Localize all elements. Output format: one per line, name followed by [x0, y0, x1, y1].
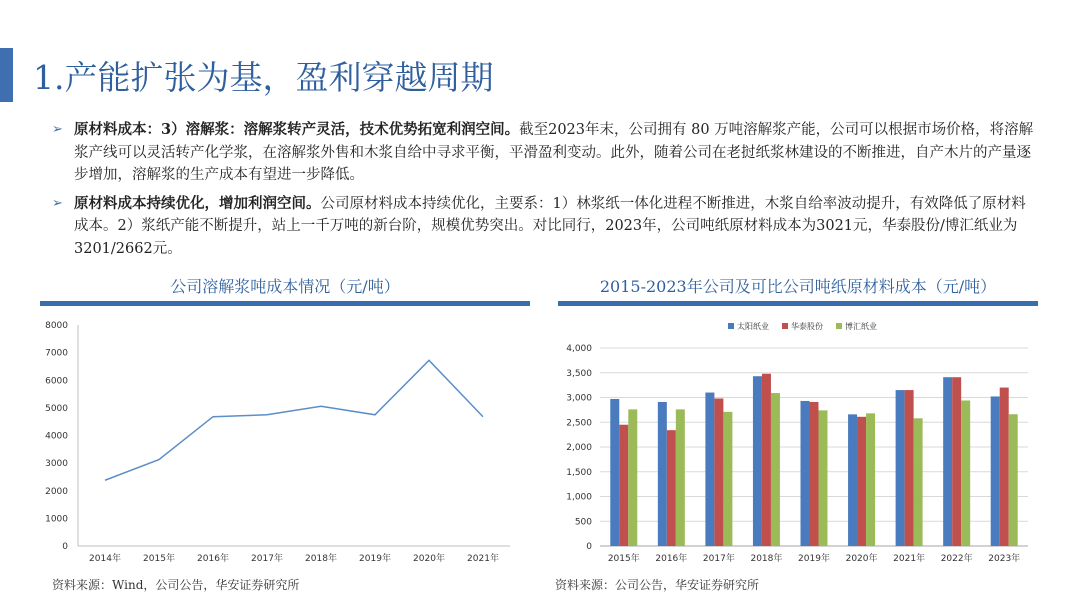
legend-label: 华泰股份	[791, 322, 823, 331]
right-chart-rule	[558, 301, 1038, 306]
y-tick-label: 6000	[45, 376, 68, 387]
x-tick-label: 2019年	[359, 554, 391, 564]
bar	[628, 409, 637, 546]
bar	[658, 402, 667, 546]
x-tick-label: 2020年	[413, 554, 445, 564]
y-tick-label: 3,500	[566, 368, 592, 379]
y-tick-label: 2,000	[566, 443, 592, 453]
bullet-item	[50, 119, 1040, 187]
series-line	[105, 360, 483, 480]
legend-swatch	[782, 323, 788, 329]
bar	[810, 402, 819, 546]
bar	[1000, 388, 1009, 546]
bar	[961, 400, 970, 546]
bar	[819, 410, 828, 546]
legend-label: 太阳纸业	[737, 322, 769, 331]
bar	[848, 414, 857, 546]
x-tick-label: 2019年	[798, 554, 830, 564]
left-chart-title: 公司溶解浆吨成本情况（元/吨）	[170, 277, 400, 296]
bullet-text: 公司原材料成本持续优化，主要系：1）林浆纸一体化进程不断推进，木浆自给率波动提升，有效降低了原材料成本。2）浆纸产能不断提升，站上一千万吨的新台阶，规模优势突出。对比同行，2023年，公司吨纸原材料成本为3021元，华泰股份/博汇纸业为3201/2662元。	[74, 195, 1026, 257]
x-tick-label: 2022年	[940, 554, 973, 564]
x-tick-label: 2015年	[607, 554, 640, 564]
x-tick-label: 2021年	[893, 554, 926, 564]
y-tick-label: 2,500	[566, 418, 592, 429]
y-tick-label: 1,000	[566, 492, 592, 503]
x-tick-label: 2023年	[988, 554, 1021, 564]
y-tick-label: 0	[62, 542, 68, 552]
right-chart-title: 2015-2023年公司及可比公司吨纸原材料成本（元/吨）	[599, 277, 997, 296]
y-tick-label: 2000	[45, 486, 68, 497]
bar	[914, 418, 923, 546]
bar	[952, 377, 961, 546]
bar	[991, 396, 1000, 546]
y-tick-label: 0	[586, 542, 592, 552]
x-tick-label: 2016年	[655, 554, 688, 564]
bar	[676, 409, 685, 546]
bar-chart	[558, 312, 1038, 572]
bullet-text: 截至2023年末，公司拥有 80 万吨溶解浆产能，公司可以根据市场价格，将溶解浆产线可以灵活转产化学浆，在溶解浆外售和木浆自给中寻求平衡，平滑盈利变动。此外，随着公司在老挝纸浆林建设的不断推进，自产木片的产量逐步增加，溶解浆的生产成本有望进一步降低。	[74, 122, 1034, 183]
x-tick-label: 2015年	[143, 554, 175, 564]
bar	[857, 417, 866, 546]
bar	[723, 412, 732, 546]
left-chart-rule	[40, 301, 530, 306]
bar	[667, 430, 676, 546]
bar	[610, 399, 619, 546]
legend-label: 博汇纸业	[845, 322, 877, 331]
bar	[714, 398, 723, 546]
bullet-arrow-icon: ➢	[52, 195, 63, 211]
bullet-heading: 原材料成本：3）溶解浆：溶解浆转产灵活，技术优势拓宽利润空间。	[74, 121, 520, 138]
bar	[943, 377, 952, 546]
bullet-arrow-icon: ➢	[52, 122, 63, 137]
bar	[619, 425, 628, 546]
x-tick-label: 2021年	[467, 554, 499, 564]
y-tick-label: 1000	[45, 514, 68, 525]
x-tick-label: 2017年	[702, 554, 735, 564]
bar	[1009, 414, 1018, 546]
left-chart-source: 资料来源：Wind，公司公告，华安证券研究所	[52, 578, 300, 592]
y-tick-label: 500	[574, 517, 592, 528]
bar	[753, 376, 762, 546]
x-tick-label: 2017年	[251, 554, 283, 564]
x-tick-label: 2014年	[89, 554, 121, 564]
right-chart-source: 资料来源：公司公告，华安证券研究所	[555, 578, 760, 592]
y-tick-label: 5000	[45, 403, 68, 414]
page-title: 1.产能扩张为基，盈利穿越周期	[33, 58, 494, 97]
bar	[896, 390, 905, 546]
y-tick-label: 8000	[45, 321, 68, 331]
x-tick-label: 2016年	[197, 554, 229, 564]
y-tick-label: 4000	[45, 431, 68, 442]
y-tick-label: 1,500	[566, 467, 592, 478]
line-chart	[40, 312, 530, 572]
bar	[771, 393, 780, 546]
x-tick-label: 2018年	[305, 554, 337, 564]
bullet-heading: 原材料成本持续优化，增加利润空间。	[74, 194, 321, 212]
bar	[705, 393, 714, 546]
legend-swatch	[836, 323, 842, 329]
y-tick-label: 7000	[45, 348, 68, 359]
bar	[905, 390, 914, 546]
x-tick-label: 2018年	[750, 554, 783, 564]
bullet-item	[50, 193, 1040, 261]
y-tick-label: 4,000	[566, 344, 592, 354]
title-accent-bar	[0, 48, 13, 102]
bar	[762, 374, 771, 546]
x-tick-label: 2020年	[845, 554, 878, 564]
y-tick-label: 3000	[45, 459, 68, 470]
bar	[801, 401, 810, 546]
y-tick-label: 3,000	[566, 393, 592, 404]
bar	[866, 413, 875, 546]
legend-swatch	[728, 323, 734, 329]
bullet-list	[50, 119, 1040, 266]
